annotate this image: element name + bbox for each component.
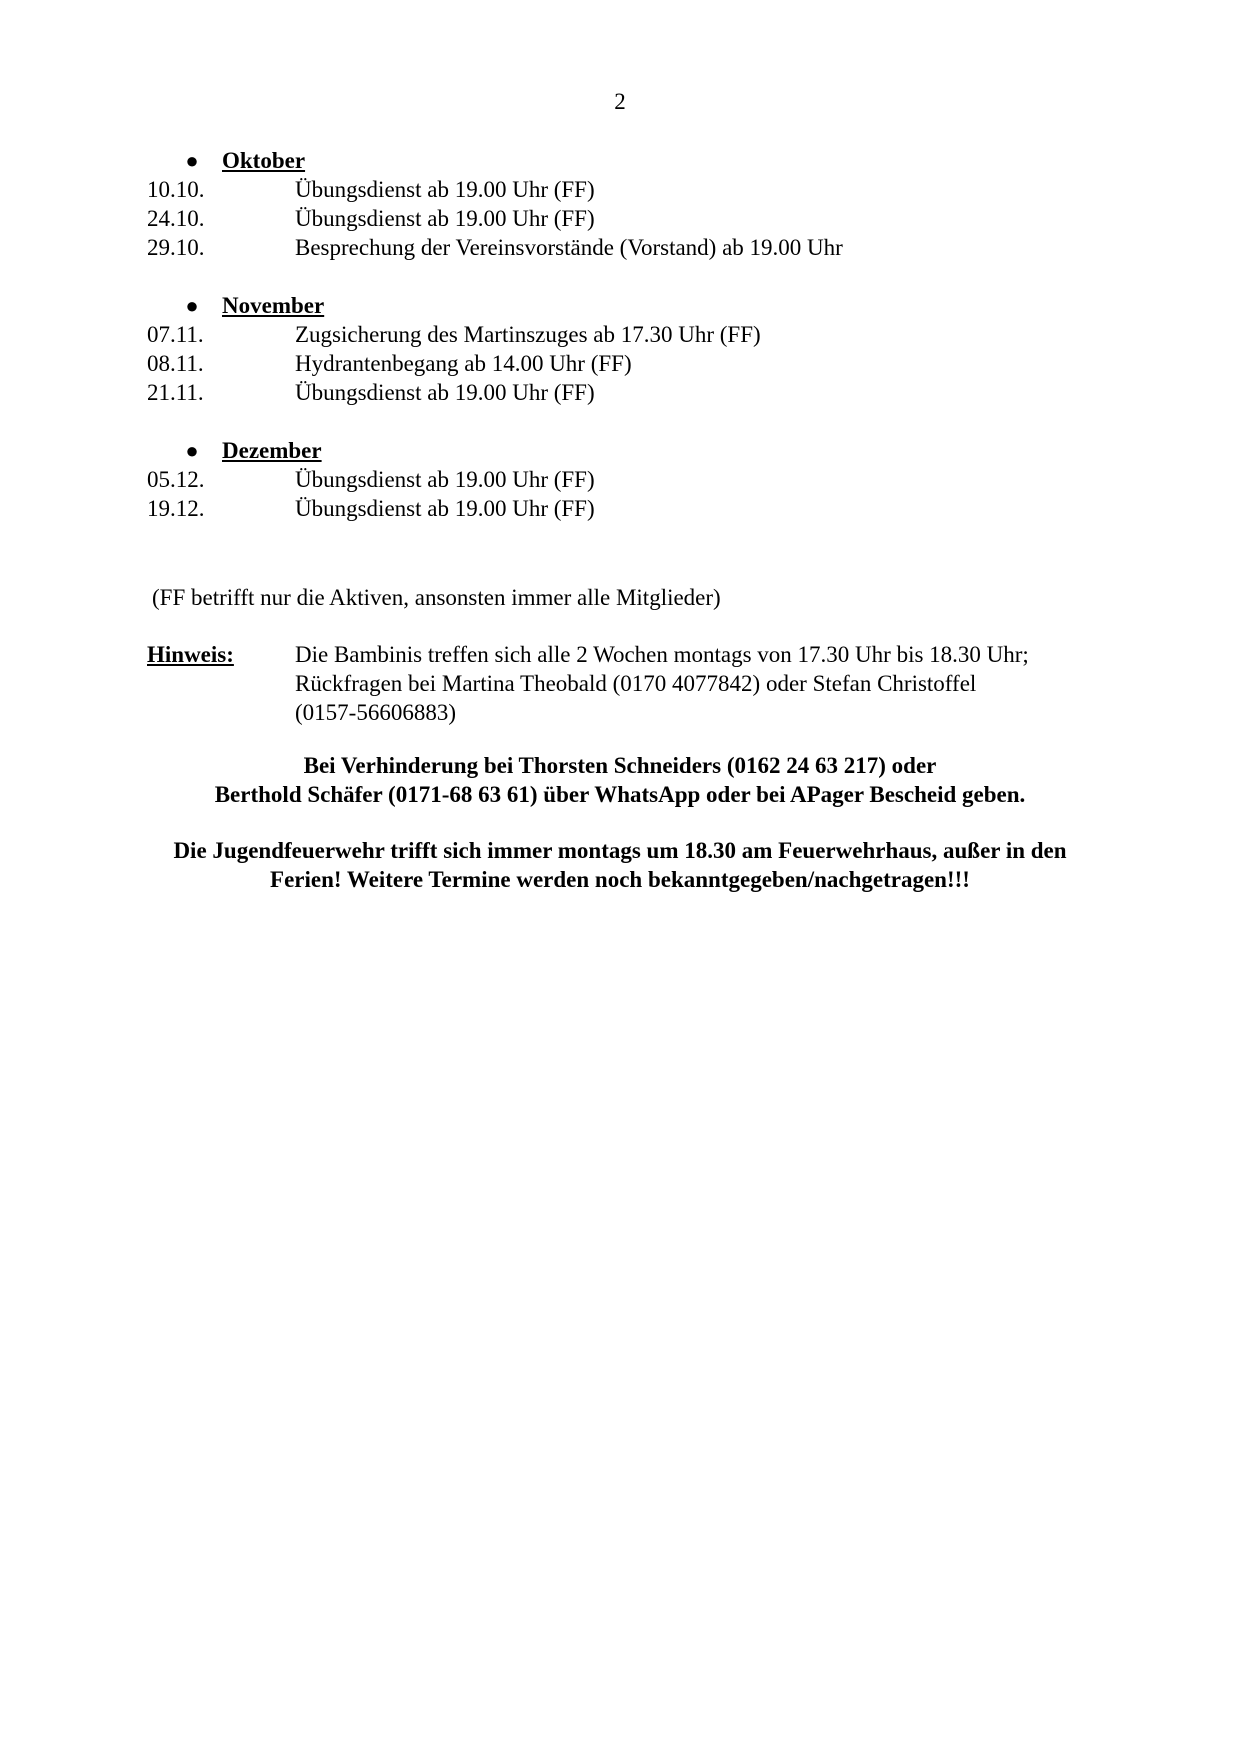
schedule-entry: [147, 175, 1107, 204]
month-title: November: [222, 293, 325, 318]
hint-line: (0157-56606883): [295, 700, 456, 725]
entry-date: 24.10.: [147, 206, 205, 231]
entry-date: 19.12.: [147, 496, 205, 521]
schedule-entry: [147, 204, 1107, 233]
hint-text: [295, 640, 1115, 727]
entry-description: Hydrantenbegang ab 14.00 Uhr (FF): [295, 351, 632, 376]
schedule-entry: [147, 494, 1107, 523]
entry-date: 05.12.: [147, 467, 205, 492]
entry-date: 07.11.: [147, 322, 204, 347]
month-heading: [147, 146, 1107, 175]
entry-description: Übungsdienst ab 19.00 Uhr (FF): [295, 206, 595, 231]
absence-notice-line: Bei Verhinderung bei Thorsten Schneiders (0162 24 63 217) oder: [303, 753, 937, 778]
bullet-icon: ●: [185, 293, 199, 318]
entry-description: Übungsdienst ab 19.00 Uhr (FF): [295, 380, 595, 405]
hint-line: Die Bambinis treffen sich alle 2 Wochen montags von 17.30 Uhr bis 18.30 Uhr;: [295, 642, 1029, 667]
page-number: 2: [614, 89, 626, 114]
absence-notice-line: Berthold Schäfer (0171-68 63 61) über WhatsApp oder bei APager Bescheid geben.: [214, 782, 1026, 807]
entry-date: 08.11.: [147, 351, 204, 376]
month-heading: [147, 291, 1107, 320]
ff-note: (FF betrifft nur die Aktiven, ansonsten immer alle Mitglieder): [152, 585, 721, 610]
hint-label: Hinweis:: [147, 642, 234, 667]
entry-description: Besprechung der Vereinsvorstände (Vorstand) ab 19.00 Uhr: [295, 235, 843, 260]
schedule-entry: [147, 465, 1107, 494]
entry-description: Übungsdienst ab 19.00 Uhr (FF): [295, 467, 595, 492]
entry-date: 21.11.: [147, 380, 204, 405]
month-title: Dezember: [222, 438, 322, 463]
month-heading: [147, 436, 1107, 465]
hint-line: Rückfragen bei Martina Theobald (0170 4077842) oder Stefan Christoffel: [295, 671, 977, 696]
bullet-icon: ●: [185, 438, 199, 463]
schedule-entry: [147, 233, 1107, 262]
schedule-entry: [147, 320, 1107, 349]
youth-notice-line: Die Jugendfeuerwehr trifft sich immer montags um 18.30 am Feuerwehrhaus, außer in den: [173, 838, 1067, 863]
absence-notice: [100, 751, 1140, 809]
entry-description: Übungsdienst ab 19.00 Uhr (FF): [295, 496, 595, 521]
youth-notice-line: Ferien! Weitere Termine werden noch bekanntgegeben/nachgetragen!!!: [270, 867, 970, 892]
entry-description: Zugsicherung des Martinszuges ab 17.30 Uhr (FF): [295, 322, 761, 347]
entry-date: 29.10.: [147, 235, 205, 260]
month-section-dezember: [147, 436, 1107, 523]
schedule-entry: [147, 378, 1107, 407]
month-title: Oktober: [222, 148, 306, 173]
month-section-oktober: [147, 146, 1107, 262]
youth-notice: [100, 836, 1140, 894]
month-section-november: [147, 291, 1107, 407]
entry-description: Übungsdienst ab 19.00 Uhr (FF): [295, 177, 595, 202]
schedule-entry: [147, 349, 1107, 378]
entry-date: 10.10.: [147, 177, 205, 202]
bullet-icon: ●: [185, 148, 199, 173]
